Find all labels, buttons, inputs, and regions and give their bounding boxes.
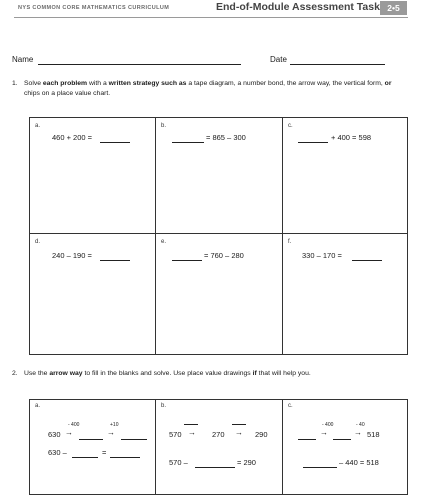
q2a-start: 630: [48, 430, 61, 439]
answer-blank[interactable]: [298, 142, 328, 143]
answer-blank[interactable]: [100, 142, 130, 143]
arrow-icon: →: [188, 428, 196, 437]
q2a-step2: +10: [110, 422, 119, 428]
q1-number: 1.: [12, 80, 18, 87]
answer-blank[interactable]: [232, 424, 246, 425]
q2c-end: 518: [367, 430, 380, 439]
arrow-icon: →: [107, 428, 115, 437]
answer-blank[interactable]: [303, 467, 337, 468]
answer-blank[interactable]: [352, 260, 382, 261]
q2-grid: [29, 399, 408, 495]
cell-f-label: f.: [288, 239, 292, 245]
answer-blank[interactable]: [195, 467, 235, 468]
q1-grid: [29, 117, 408, 355]
curriculum-label: NYS COMMON CORE MATHEMATICS CURRICULUM: [18, 5, 170, 11]
grid-divider: [282, 117, 283, 355]
q2b-start: 570: [169, 430, 182, 439]
arrow-icon: →: [235, 428, 243, 437]
cell-e-equation: = 760 – 280: [204, 251, 244, 260]
grid-divider: [155, 117, 156, 355]
cell-e-label: e.: [161, 239, 167, 245]
cell-b-label: b.: [161, 123, 167, 129]
answer-blank[interactable]: [172, 260, 202, 261]
q2a-line2-eq: =: [102, 448, 107, 457]
answer-blank[interactable]: [298, 439, 316, 440]
date-field[interactable]: [290, 64, 385, 65]
answer-blank[interactable]: [184, 424, 198, 425]
cell-a-label: a.: [35, 123, 41, 129]
q2a-step1: - 400: [68, 422, 80, 428]
answer-blank[interactable]: [172, 142, 204, 143]
grid-divider: [155, 399, 156, 495]
cell-c-label: c.: [288, 123, 293, 129]
answer-blank[interactable]: [79, 439, 103, 440]
q1-instructions: Solve each problem with a written strategy such as a tape diagram, a number bond, the arrow way, the vertical form, or chips on a place value chart.: [24, 80, 392, 97]
answer-blank[interactable]: [72, 457, 98, 458]
grid-divider: [282, 399, 283, 495]
q2c-line2-end: – 440 = 518: [339, 458, 379, 467]
cell-d-label: d.: [35, 239, 41, 245]
cell-b-equation: = 865 – 300: [206, 133, 246, 142]
cell-d-equation: 240 – 190 =: [52, 251, 92, 260]
q2c-step1: - 400: [322, 422, 334, 428]
q2c-label: c.: [288, 403, 293, 409]
date-label: Date: [270, 55, 287, 64]
cell-f-equation: 330 – 170 =: [302, 251, 342, 260]
q2c-step2: - 40: [356, 422, 365, 428]
q2b-line2-start: 570 –: [169, 458, 188, 467]
q2a-line2-start: 630 –: [48, 448, 67, 457]
q2a-label: a.: [35, 403, 41, 409]
name-field[interactable]: [38, 64, 241, 65]
q2-number: 2.: [12, 370, 18, 377]
header-rule: [14, 17, 408, 18]
page-title: End-of-Module Assessment Task: [216, 1, 380, 13]
answer-blank[interactable]: [100, 260, 130, 261]
q2-instructions: Use the arrow way to fill in the blanks and solve. Use place value drawings if that will help you.: [24, 370, 311, 377]
q2b-mid: 270: [212, 430, 225, 439]
q2b-line2-end: = 290: [237, 458, 256, 467]
q2b-label: b.: [161, 403, 167, 409]
grid-divider: [29, 233, 408, 234]
answer-blank[interactable]: [121, 439, 147, 440]
cell-c-equation: + 400 = 598: [331, 133, 372, 142]
arrow-icon: →: [320, 428, 328, 437]
cell-a-equation: 460 + 200 =: [52, 133, 93, 142]
answer-blank[interactable]: [333, 439, 351, 440]
name-label: Name: [12, 55, 34, 64]
arrow-icon: →: [65, 428, 73, 437]
arrow-icon: →: [354, 428, 362, 437]
q2b-end: 290: [255, 430, 268, 439]
answer-blank[interactable]: [110, 457, 140, 458]
module-badge: 2•5: [380, 1, 407, 15]
